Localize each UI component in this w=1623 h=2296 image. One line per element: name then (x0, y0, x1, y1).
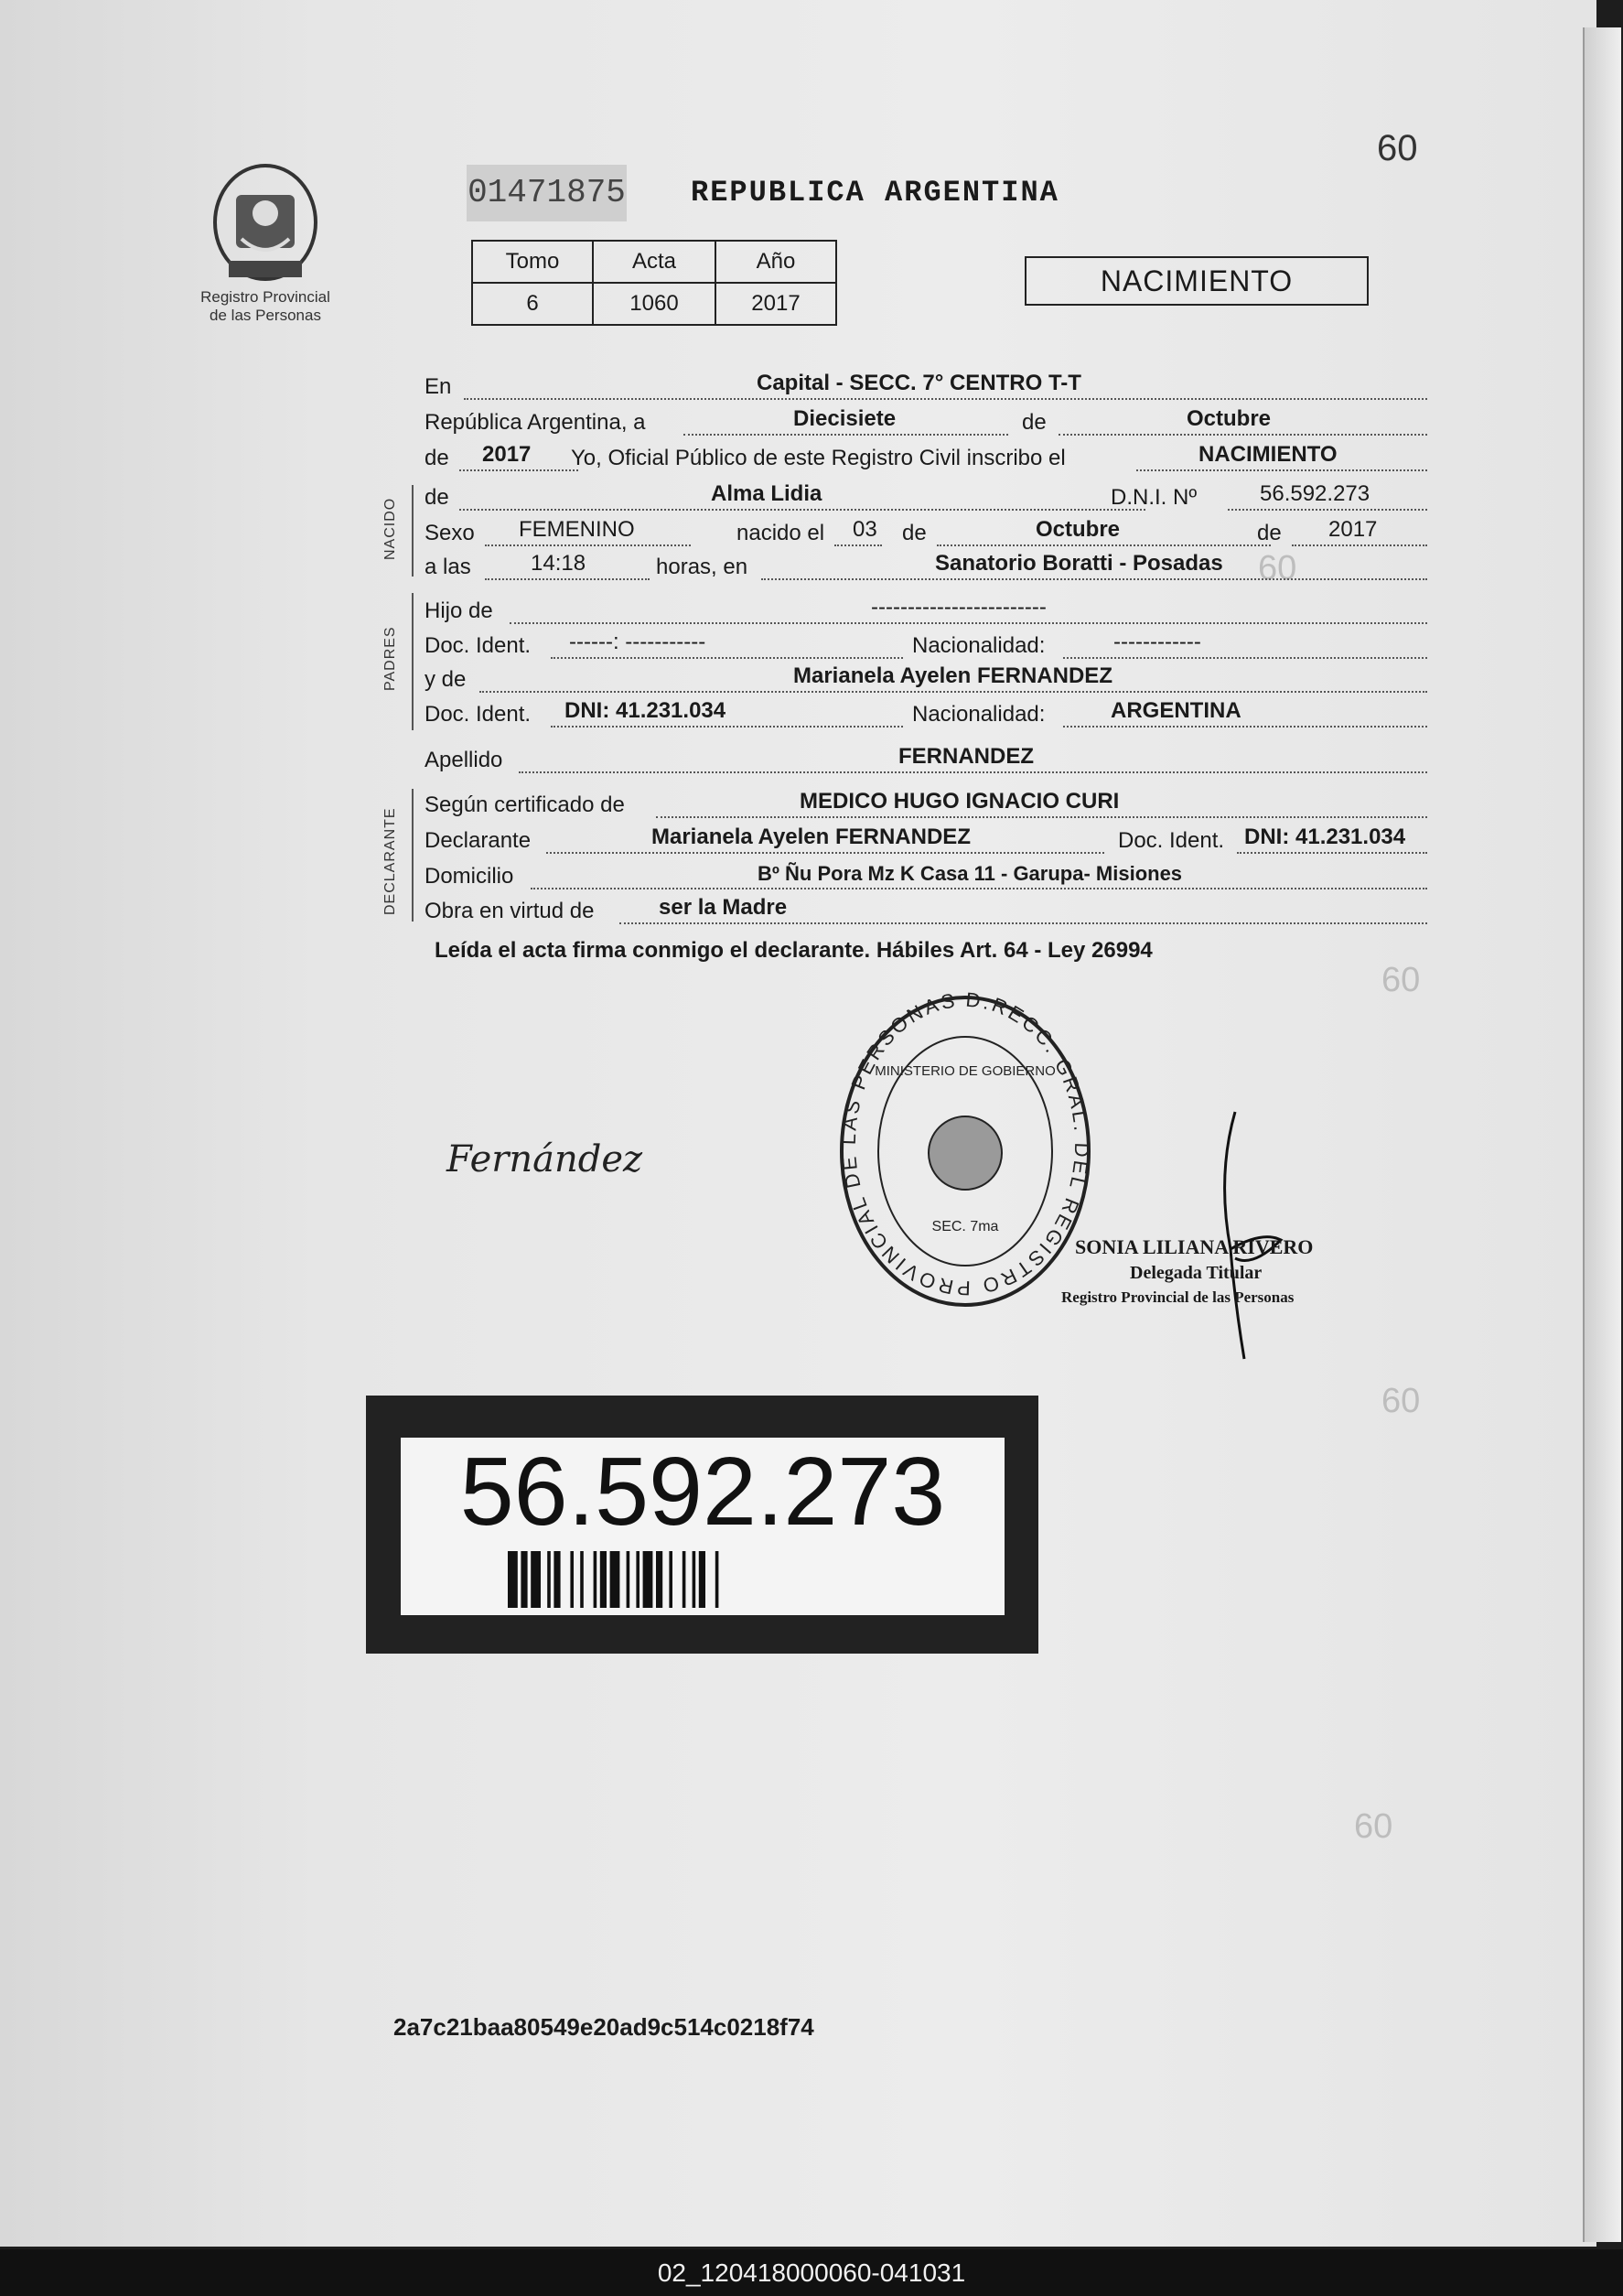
inscribe-value: NACIMIENTO (1198, 442, 1338, 467)
row-nacido-name (423, 483, 1427, 514)
en-value: Capital - SECC. 7° CENTRO T-T (757, 371, 1081, 395)
dotted-line (937, 544, 1271, 546)
row-mother-doc (423, 700, 1427, 731)
emblem-caption-line-2: de las Personas (210, 307, 321, 324)
row-declarante (423, 826, 1427, 857)
table-header-acta: Acta (593, 241, 715, 283)
a-las-label: a las (425, 555, 471, 579)
dotted-line (485, 544, 691, 546)
row-year (423, 444, 1427, 475)
seal-bottom-text: SEC. 7ma (931, 1219, 999, 1234)
table-value-tomo: 6 (472, 283, 593, 325)
ghost-mark: 60 (1354, 1807, 1393, 1846)
nacionalidad-label: Nacionalidad: (912, 633, 1046, 658)
seal-inner-text: MINISTERIO DE GOBIERNO (875, 1063, 1056, 1079)
en-label: En (425, 374, 452, 399)
doc-value: DNI: 41.231.034 (1244, 825, 1406, 849)
dotted-line (459, 469, 578, 471)
dni-label: D.N.I. Nº (1111, 485, 1198, 510)
table-value-acta: 1060 (593, 283, 715, 325)
doc-ident-label: Doc. Ident. (1118, 828, 1225, 853)
doc-ident-label: Doc. Ident. (425, 633, 532, 658)
page-edge (1583, 27, 1621, 2242)
section-divider (412, 789, 414, 922)
registry-table-header-row (472, 241, 836, 283)
official-seal (833, 988, 1098, 1313)
page-number: 60 (1377, 128, 1418, 168)
row-hora (423, 553, 1427, 584)
table-header-ano: Año (715, 241, 836, 283)
dotted-line (1063, 726, 1427, 728)
dotted-line (551, 726, 903, 728)
barcode-bars-icon (508, 1551, 901, 1608)
emblem-caption (183, 288, 348, 325)
registry-table (471, 240, 837, 326)
row-y-de (423, 665, 1427, 696)
dotted-line (464, 398, 1427, 400)
table-header-tomo: Tomo (472, 241, 593, 283)
birth-day: 03 (853, 517, 877, 542)
closing-note: Leída el acta firma conmigo el declarante. Hábiles Art. 64 - Ley 26994 (435, 938, 1153, 963)
time-value: 14:18 (531, 551, 586, 576)
control-number: 01471875 (467, 165, 627, 221)
place-value: Sanatorio Boratti - Posadas (935, 551, 1223, 576)
declarante-value: Marianela Ayelen FERNANDEZ (651, 825, 971, 849)
section-label-declarante: DECLARANTE (382, 807, 398, 915)
father-value: ------------------------ (871, 595, 1047, 620)
barcode-number: 56.592.273 (459, 1438, 946, 1546)
mother-nat-value: ARGENTINA (1111, 698, 1241, 723)
name-value: Alma Lidia (711, 481, 822, 506)
section-label-nacido: NACIDO (382, 497, 398, 560)
doc-ident-label-2: Doc. Ident. (425, 702, 532, 727)
certificado-value: MEDICO HUGO IGNACIO CURI (800, 789, 1120, 814)
dotted-line (1136, 469, 1427, 471)
official-name: SONIA LILIANA RIVERO (1075, 1235, 1314, 1258)
section-divider (412, 593, 414, 730)
row-certificado (423, 791, 1427, 822)
de-label: de (902, 521, 927, 545)
certificado-label: Según certificado de (425, 792, 625, 817)
dotted-line (683, 434, 1008, 436)
row-apellido (423, 746, 1427, 777)
dotted-line (656, 816, 1427, 818)
row-obra (423, 897, 1427, 928)
dni-value: 56.592.273 (1260, 481, 1370, 506)
dotted-line (1228, 509, 1427, 511)
barcode-inner (401, 1438, 1005, 1615)
section-divider (412, 485, 414, 577)
horas-en-label: horas, en (656, 555, 748, 579)
father-doc-value: ------: ----------- (569, 630, 706, 654)
mother-value: Marianela Ayelen FERNANDEZ (793, 663, 1112, 688)
dotted-line (485, 578, 650, 580)
hijo-de-label: Hijo de (425, 598, 493, 623)
declarant-signature (442, 1126, 689, 1190)
dotted-line (619, 922, 1427, 924)
table-value-ano: 2017 (715, 283, 836, 325)
country-title: REPUBLICA ARGENTINA (691, 176, 1059, 210)
dotted-line (1059, 434, 1427, 436)
dotted-line (1063, 657, 1427, 659)
record-type-box: NACIMIENTO (1025, 256, 1369, 306)
footer-id: 02_120418000060-041031 (0, 2249, 1623, 2296)
official-registry: Registro Provincial de las Personas (1061, 1288, 1295, 1306)
dotted-line (459, 509, 1145, 511)
barcode-label (366, 1396, 1038, 1654)
year-value: 2017 (482, 442, 532, 467)
dotted-line (834, 544, 882, 546)
apellido-label: Apellido (425, 748, 503, 772)
row-father-doc (423, 631, 1427, 663)
row-en (423, 372, 1427, 404)
de-label: de (1022, 410, 1047, 435)
dotted-line (1292, 544, 1427, 546)
sexo-value: FEMENINO (519, 517, 635, 542)
dotted-line (519, 771, 1427, 773)
domicilio-label: Domicilio (425, 864, 514, 889)
signature-text: Fernández (446, 1138, 643, 1180)
province-emblem-icon (201, 151, 329, 288)
domicilio-value: Bº Ñu Pora Mz K Casa 11 - Garupa- Misiones (758, 862, 1183, 885)
sexo-label: Sexo (425, 521, 475, 545)
ghost-mark: 60 (1381, 961, 1421, 999)
mother-doc-value: DNI: 41.231.034 (564, 698, 726, 723)
emblem-caption-line-1: Registro Provincial (200, 288, 330, 306)
y-de-label: y de (425, 667, 467, 692)
dotted-line (1237, 852, 1427, 854)
registry-table-value-row (472, 283, 836, 325)
row-domicilio (423, 862, 1427, 893)
seal-ring-text: D.RECC. GRAL. DEL REGISTRO PROVINCIAL DE LAS PERSONAS (836, 988, 1094, 1300)
father-nat-value: ------------ (1113, 630, 1201, 654)
dotted-line (761, 578, 1427, 580)
ghost-mark: 60 (1258, 549, 1297, 587)
ghost-mark: 60 (1381, 1382, 1421, 1420)
official-text: Yo, Oficial Público de este Registro Civil inscribo el (571, 446, 1066, 470)
dotted-line (531, 888, 1427, 889)
obra-value: ser la Madre (659, 895, 788, 920)
republica-label: República Argentina, a (425, 410, 646, 435)
de-label-2: de (1257, 521, 1282, 545)
birth-month: Octubre (1036, 517, 1121, 542)
document-hash: 2a7c21baa80549e20ad9c514c0218f74 (393, 2013, 814, 2041)
official-title: Delegada Titular (1130, 1263, 1263, 1283)
dotted-line (551, 657, 903, 659)
day-value: Diecisiete (793, 406, 897, 431)
de-label-2: de (425, 446, 449, 470)
nacionalidad-label-2: Nacionalidad: (912, 702, 1046, 727)
de-label: de (425, 485, 449, 510)
dotted-line (479, 691, 1427, 693)
dotted-line (546, 852, 1104, 854)
declarante-label: Declarante (425, 828, 532, 853)
section-label-padres: PADRES (382, 626, 398, 691)
month-value: Octubre (1187, 406, 1272, 431)
nacido-el-label: nacido el (736, 521, 825, 545)
apellido-value: FERNANDEZ (898, 744, 1034, 769)
dotted-line (510, 622, 1427, 624)
row-date (423, 408, 1427, 439)
official-stamp (1061, 1226, 1482, 1345)
birth-year: 2017 (1328, 517, 1378, 542)
row-hijo-de (423, 597, 1427, 628)
row-sexo (423, 519, 1427, 550)
obra-label: Obra en virtud de (425, 899, 595, 923)
